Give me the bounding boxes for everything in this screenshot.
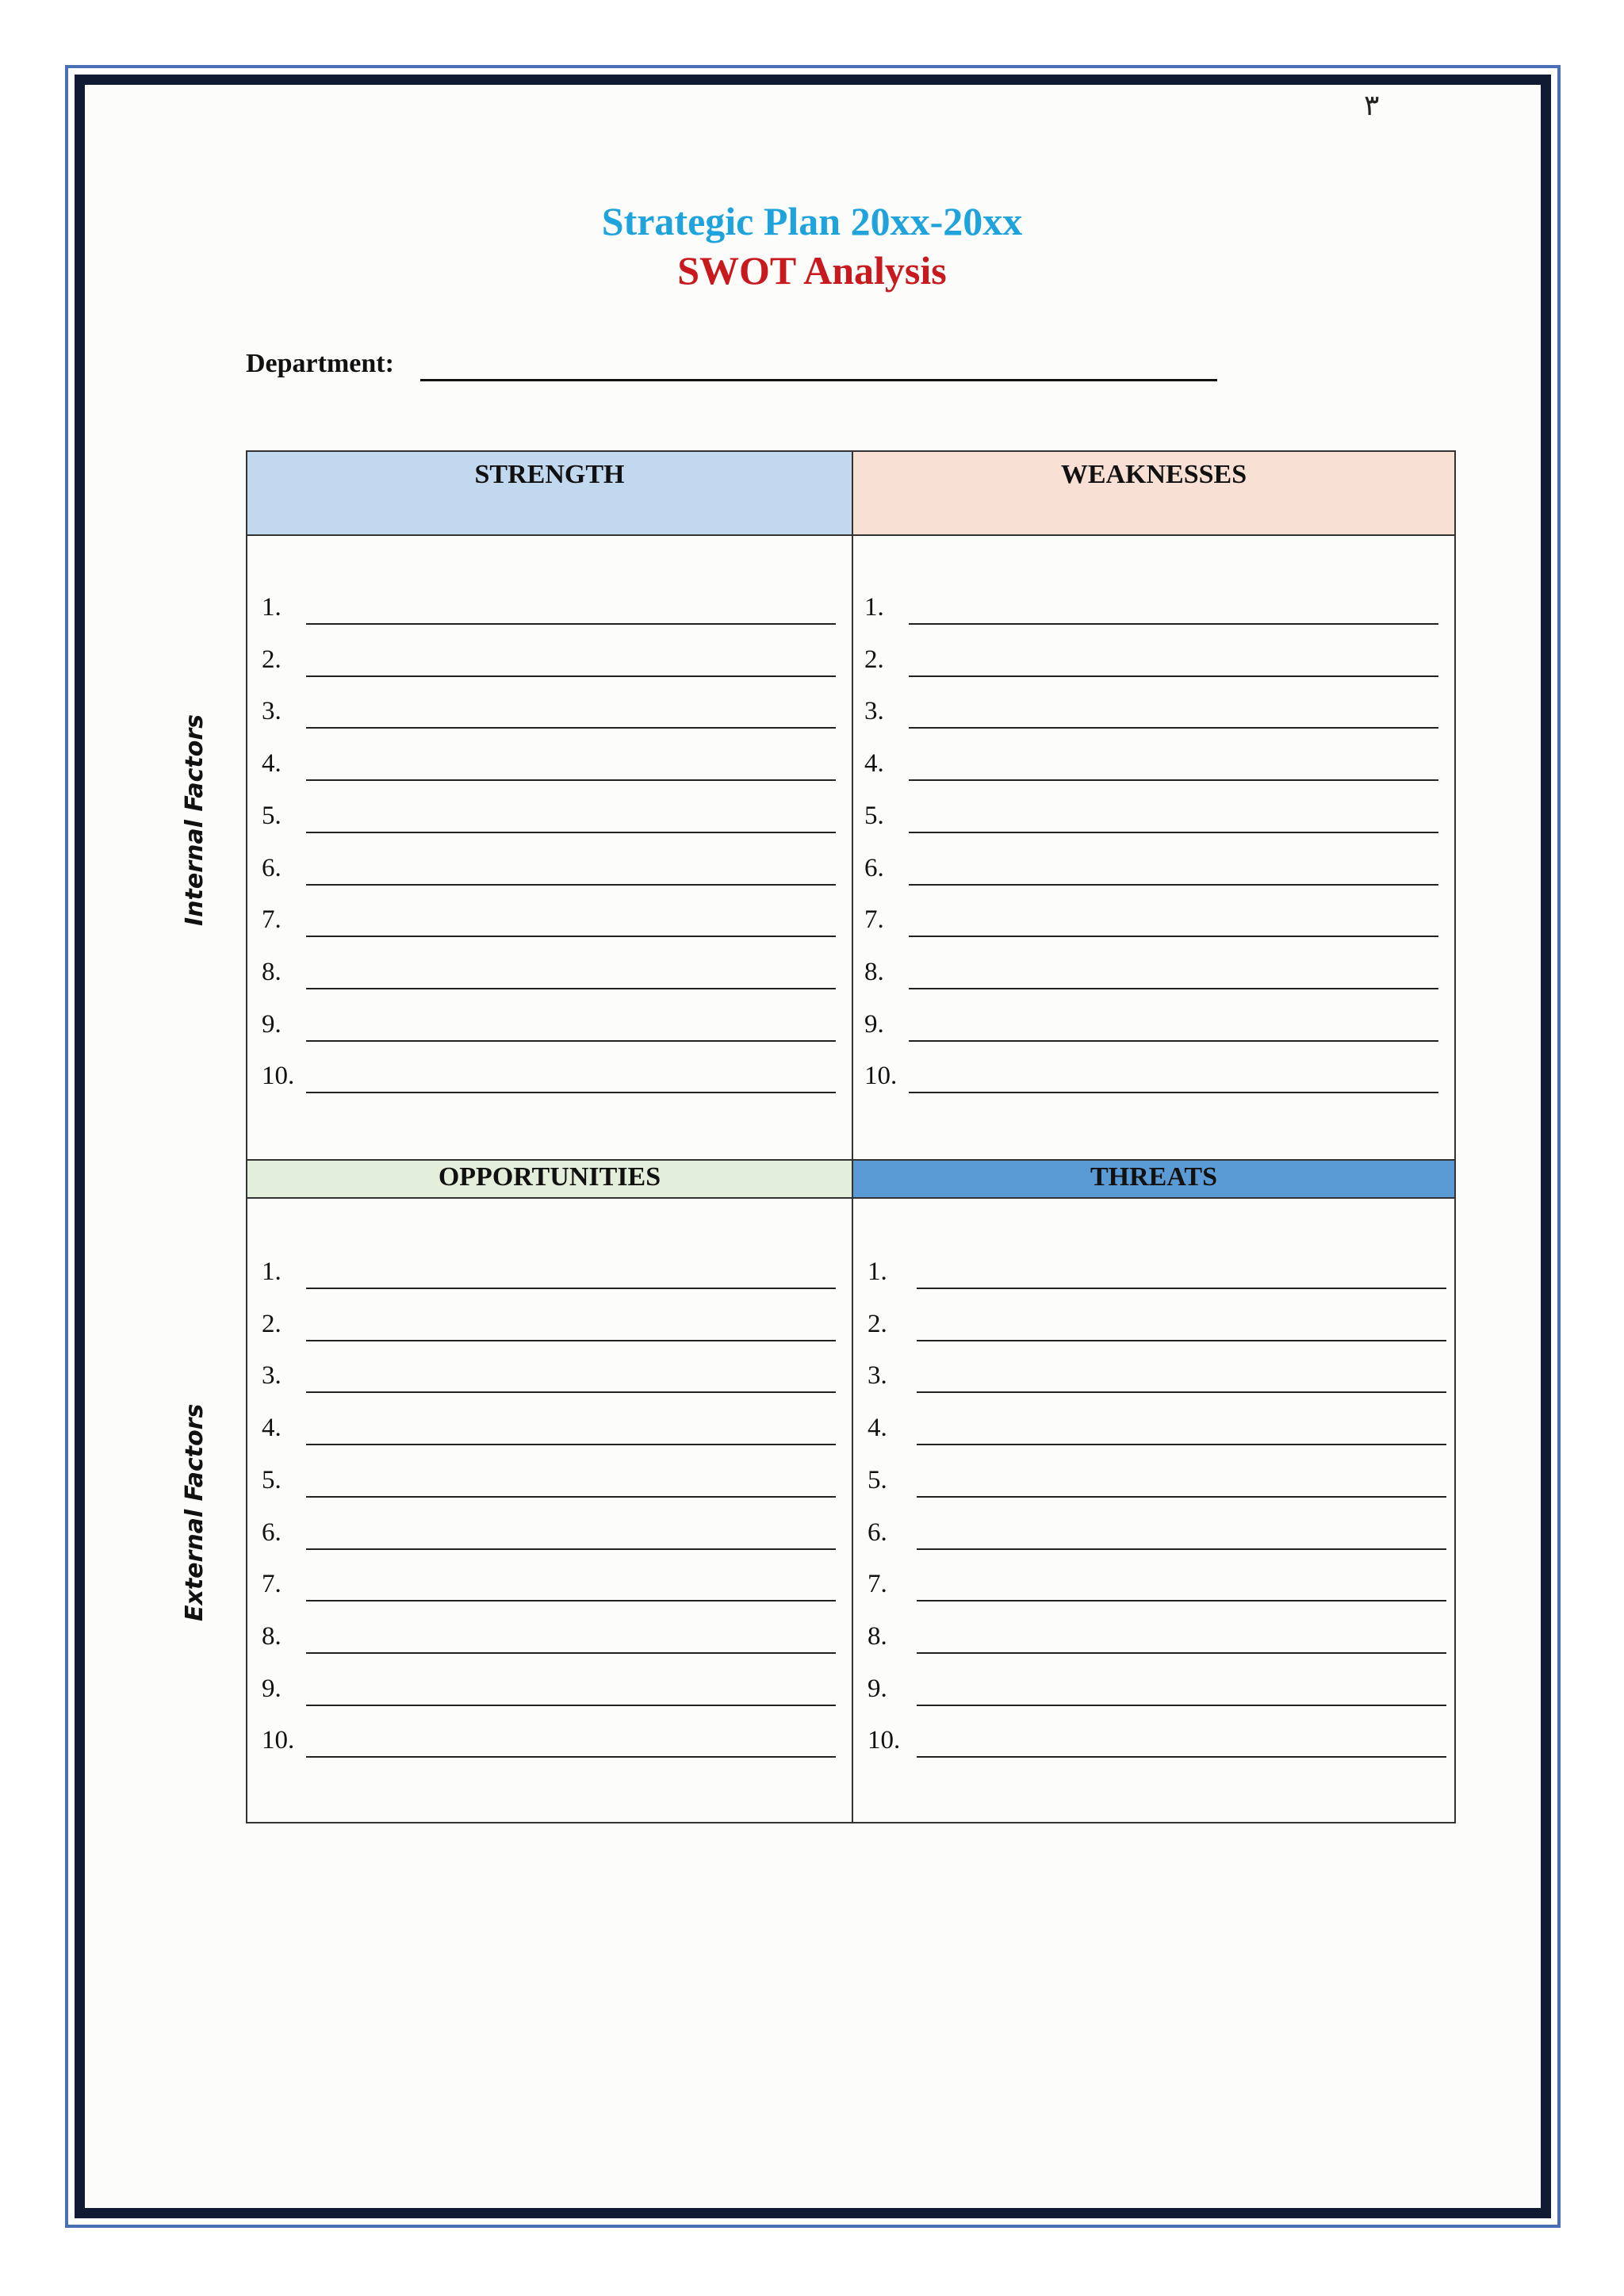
item-number: 3.: [868, 1361, 887, 1390]
item-number: 8.: [864, 958, 884, 986]
opportunities-title: OPPORTUNITIES: [438, 1162, 661, 1192]
item-number: 6.: [262, 854, 282, 882]
item-number: 10.: [868, 1726, 901, 1755]
header-divider-top: [247, 534, 1454, 536]
item-number: 1.: [262, 1257, 282, 1286]
fill-in-line[interactable]: [306, 623, 836, 625]
opportunities-list-item: [262, 1361, 836, 1393]
fill-in-line[interactable]: [306, 884, 836, 886]
item-number: 7.: [262, 1570, 282, 1598]
weaknesses-list-item: [864, 593, 1438, 625]
department-label: Department:: [246, 349, 394, 378]
threats-list-item: [868, 1570, 1446, 1601]
fill-in-line[interactable]: [306, 675, 836, 677]
strength-list-item: [262, 854, 836, 886]
threats-list-item: [868, 1414, 1446, 1445]
strength-list-item: [262, 697, 836, 729]
document-subtitle: SWOT Analysis: [677, 248, 947, 293]
item-number: 4.: [864, 749, 884, 778]
weaknesses-list-item: [864, 958, 1438, 989]
page-number: ٣: [1364, 90, 1380, 121]
opportunities-list-item: [262, 1622, 836, 1654]
threats-list-item: [868, 1310, 1446, 1341]
fill-in-line[interactable]: [306, 727, 836, 729]
opportunities-list-item: [262, 1466, 836, 1498]
fill-in-line[interactable]: [917, 1444, 1446, 1445]
item-number: 4.: [868, 1414, 887, 1442]
item-number: 6.: [868, 1518, 887, 1547]
fill-in-line[interactable]: [306, 1340, 836, 1341]
weaknesses-list-item: [864, 905, 1438, 937]
item-number: 9.: [262, 1010, 282, 1039]
item-number: 9.: [864, 1010, 884, 1039]
fill-in-line[interactable]: [306, 779, 836, 781]
strength-list-item: [262, 749, 836, 781]
fill-in-line[interactable]: [917, 1652, 1446, 1654]
threats-header: [853, 1161, 1454, 1197]
strength-list-item: [262, 593, 836, 625]
fill-in-line[interactable]: [917, 1548, 1446, 1550]
fill-in-line[interactable]: [917, 1340, 1446, 1341]
item-number: 1.: [868, 1257, 887, 1286]
item-number: 10.: [262, 1062, 295, 1090]
opportunities-header: [247, 1161, 852, 1197]
item-number: 9.: [868, 1674, 887, 1703]
strength-list-item: [262, 1062, 836, 1093]
fill-in-line[interactable]: [306, 832, 836, 833]
threats-list-item: [868, 1361, 1446, 1393]
swot-table: [246, 450, 1456, 1823]
item-number: 1.: [262, 593, 282, 622]
weaknesses-list-item: [864, 1010, 1438, 1042]
threats-list-item: [868, 1726, 1446, 1758]
fill-in-line[interactable]: [917, 1705, 1446, 1706]
item-number: 7.: [864, 905, 884, 934]
item-number: 4.: [262, 1414, 282, 1442]
fill-in-line[interactable]: [917, 1391, 1446, 1393]
strength-list-item: [262, 905, 836, 937]
weaknesses-list-item: [864, 749, 1438, 781]
strength-title: STRENGTH: [474, 460, 625, 489]
threats-list-item: [868, 1674, 1446, 1706]
fill-in-line[interactable]: [909, 988, 1438, 989]
item-number: 8.: [262, 958, 282, 986]
fill-in-line[interactable]: [306, 988, 836, 989]
opportunities-list-item: [262, 1570, 836, 1601]
fill-in-line[interactable]: [306, 1092, 836, 1093]
fill-in-line[interactable]: [909, 832, 1438, 833]
item-number: 5.: [262, 802, 282, 830]
threats-list-item: [868, 1257, 1446, 1289]
external-factors-label: External Factors: [181, 1403, 209, 1621]
weaknesses-header: [853, 452, 1454, 534]
item-number: 3.: [262, 1361, 282, 1390]
threats-list-item: [868, 1622, 1446, 1654]
item-number: 2.: [262, 645, 282, 674]
item-number: 9.: [262, 1674, 282, 1703]
strength-list-item: [262, 958, 836, 989]
item-number: 10.: [262, 1726, 295, 1755]
item-number: 6.: [864, 854, 884, 882]
fill-in-line[interactable]: [917, 1496, 1446, 1498]
item-number: 1.: [864, 593, 884, 622]
fill-in-line[interactable]: [306, 1391, 836, 1393]
strength-list-item: [262, 802, 836, 833]
fill-in-line[interactable]: [306, 1548, 836, 1550]
fill-in-line[interactable]: [917, 1756, 1446, 1758]
item-number: 7.: [262, 905, 282, 934]
opportunities-list-item: [262, 1518, 836, 1550]
threats-list-item: [868, 1466, 1446, 1498]
internal-factors-label: Internal Factors: [181, 714, 209, 926]
item-number: 5.: [868, 1466, 887, 1494]
fill-in-line[interactable]: [917, 1288, 1446, 1289]
strength-list-item: [262, 1010, 836, 1042]
opportunities-list-item: [262, 1674, 836, 1706]
item-number: 7.: [868, 1570, 887, 1598]
item-number: 8.: [262, 1622, 282, 1651]
header-divider-bottom: [247, 1197, 1454, 1199]
fill-in-line[interactable]: [909, 936, 1438, 937]
opportunities-list-item: [262, 1726, 836, 1758]
opportunities-list-item: [262, 1414, 836, 1445]
fill-in-line[interactable]: [306, 1652, 836, 1654]
fill-in-line[interactable]: [306, 1288, 836, 1289]
fill-in-line[interactable]: [909, 727, 1438, 729]
document-title: Strategic Plan 20xx-20xx: [601, 199, 1023, 243]
threats-title: THREATS: [1090, 1162, 1217, 1192]
item-number: 8.: [868, 1622, 887, 1651]
item-number: 5.: [262, 1466, 282, 1494]
weaknesses-list-item: [864, 802, 1438, 833]
fill-in-line[interactable]: [909, 1092, 1438, 1093]
fill-in-line[interactable]: [917, 1600, 1446, 1601]
weaknesses-title: WEAKNESSES: [1060, 460, 1247, 489]
strength-list-item: [262, 645, 836, 677]
weaknesses-list-item: [864, 645, 1438, 677]
item-number: 5.: [864, 802, 884, 830]
department-input-line[interactable]: [420, 379, 1217, 381]
threats-list-item: [868, 1518, 1446, 1550]
item-number: 3.: [864, 697, 884, 725]
item-number: 2.: [868, 1310, 887, 1338]
fill-in-line[interactable]: [909, 623, 1438, 625]
item-number: 6.: [262, 1518, 282, 1547]
fill-in-line[interactable]: [306, 1705, 836, 1706]
fill-in-line[interactable]: [909, 779, 1438, 781]
strength-header: [247, 452, 852, 534]
fill-in-line[interactable]: [909, 675, 1438, 677]
fill-in-line[interactable]: [306, 1600, 836, 1601]
fill-in-line[interactable]: [306, 1040, 836, 1042]
fill-in-line[interactable]: [306, 1756, 836, 1758]
fill-in-line[interactable]: [306, 1496, 836, 1498]
fill-in-line[interactable]: [306, 1444, 836, 1445]
weaknesses-list-item: [864, 697, 1438, 729]
item-number: 4.: [262, 749, 282, 778]
item-number: 10.: [864, 1062, 898, 1090]
fill-in-line[interactable]: [306, 936, 836, 937]
item-number: 3.: [262, 697, 282, 725]
opportunities-list-item: [262, 1310, 836, 1341]
fill-in-line[interactable]: [909, 1040, 1438, 1042]
item-number: 2.: [864, 645, 884, 674]
table-vertical-divider: [852, 452, 853, 1822]
weaknesses-list-item: [864, 1062, 1438, 1093]
item-number: 2.: [262, 1310, 282, 1338]
opportunities-list-item: [262, 1257, 836, 1289]
fill-in-line[interactable]: [909, 884, 1438, 886]
weaknesses-list-item: [864, 854, 1438, 886]
